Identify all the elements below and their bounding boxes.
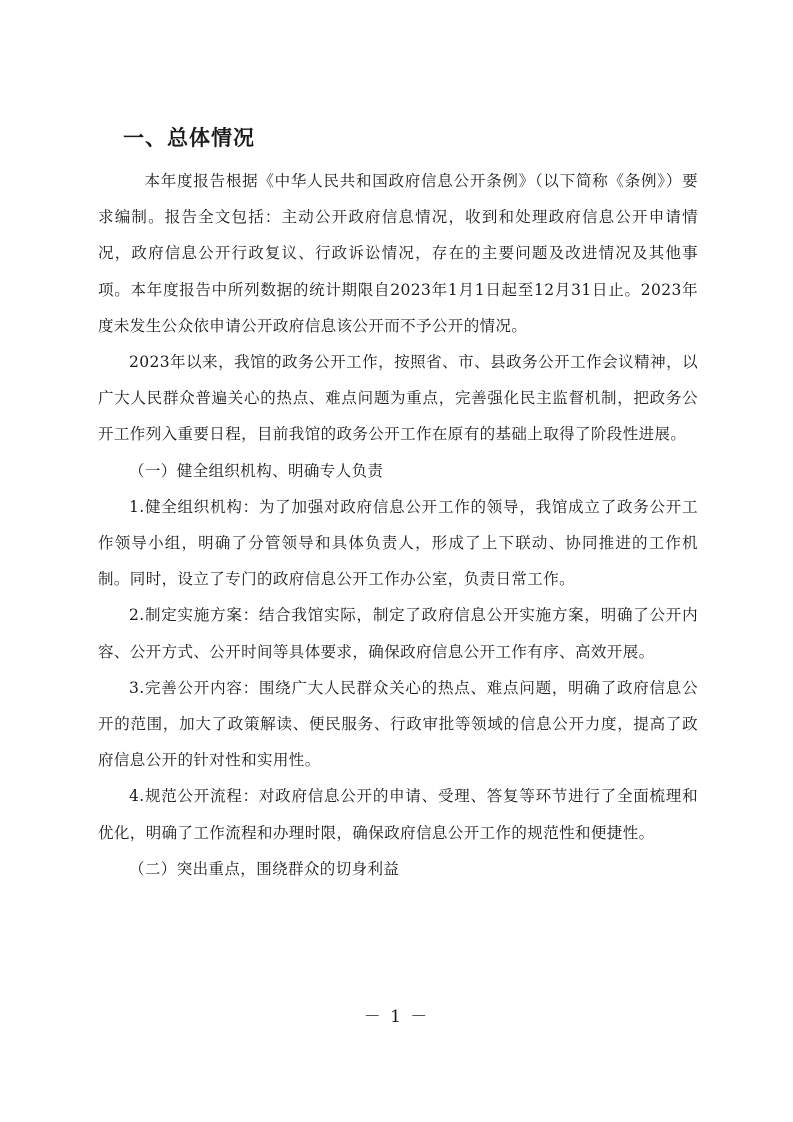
paragraph-overview-2023: 2023年以来，我馆的政务公开工作，按照省、市、县政务公开工作会议精神，以广大人民群众普遍关心的热点、难点问题为重点，完善强化民主监督机制，把政务公开工作列入重要日程，目前我馆的政务公开工作在原有的基础上取得了阶段性进展。 bbox=[98, 353, 698, 444]
paragraph-item-1: 1.健全组织机构：为了加强对政府信息公开工作的领导，我馆成立了政务公开工作领导小组，明确了分管领导和具体负责人，形成了上下联动、协同推进的工作机制。同时，设立了专门的政府信息公开工作办公室，负责日常工作。 bbox=[98, 497, 698, 589]
body-text bbox=[98, 163, 698, 887]
page-number: － 1 － bbox=[363, 1007, 430, 1027]
paragraph-report-basis: 本年度报告根据《中华人民共和国政府信息公开条例》（以下简称《条例》）要求编制。报告全文包括：主动公开政府信息情况，收到和处理政府信息公开申请情况，政府信息公开行政复议、行政诉讼情况，存在的主要问题及改进情况及其他事项。本年度报告中所列数据的统计期限自2023年1月1日起至12月31日止。2023年度未发生公众依申请公开政府信息该公开而不予公开的情况。 bbox=[98, 172, 698, 335]
paragraph-item-4: 4.规范公开流程：对政府信息公开的申请、受理、答复等环节进行了全面梳理和优化，明确了工作流程和办理时限，确保政府信息公开工作的规范性和便捷性。 bbox=[98, 787, 698, 842]
paragraph-item-2: 2.制定实施方案：结合我馆实际，制定了政府信息公开实施方案，明确了公开内容、公开方式、公开时间等具体要求，确保政府信息公开工作有序、高效开展。 bbox=[98, 606, 698, 661]
paragraph-item-3: 3.完善公开内容：围绕广大人民群众关心的热点、难点问题，明确了政府信息公开的范围，加大了政策解读、便民服务、行政审批等领域的信息公开力度，提高了政府信息公开的针对性和实用性。 bbox=[98, 678, 698, 770]
subheading-organization: （一）健全组织机构、明确专人负责 bbox=[129, 461, 384, 480]
subheading-key-points: （二）突出重点，围绕群众的切身利益 bbox=[129, 859, 400, 878]
section-heading: 一、总体情况 bbox=[123, 126, 255, 150]
